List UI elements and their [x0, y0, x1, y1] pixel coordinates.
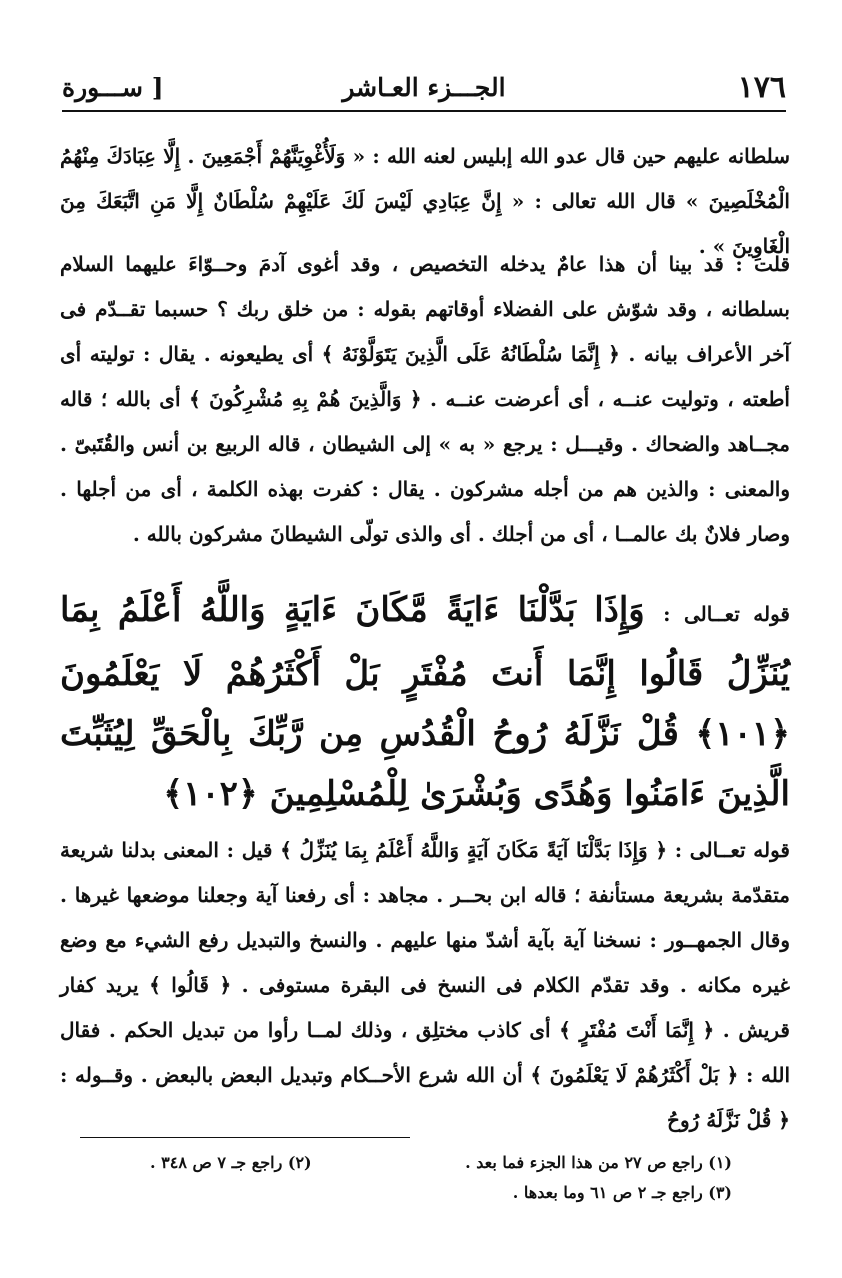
surah-label: [ ســـورة [62, 72, 164, 102]
page-number: ١٧٦ [737, 69, 786, 105]
footnote-1: (١) راجع ص ٢٧ من هذا الجزء فما بعد . [465, 1153, 732, 1172]
page-header [62, 64, 786, 112]
paragraph-text: قوله تعــالى : ﴿ وَإِذَا بَدَّلْنَا آيَةً مَكَانَ آيَةٍ وَاللَّهُ أَعْلَمُ بِمَا يُنَزِّلُ ﴾ قيل : المعنى بدلنا شريعة متقدّمة بشريعة مستأنفة ؛ قاله ابن بحــر . مجاهد : أى رفعنا آية وجعلنا موضعها غيرها . وقال الجمهــور : نسخنا آية بآية أشدّ منها عليهم . والنسخ والتبديل رفع الشيء مع وضع غيره مكانه . وقد تقدّم الكلام فى النسخ فى البقرة مستوفى . ﴿ قَالُوا ﴾ يريد كفار قريش . ﴿ إِنَّمَا أَنْتَ مُفْتَرٍ ﴾ أى كاذب مختلِق ، وذلك لمــا رأوا من تبديل الحكم . فقال الله : ﴿ بَلْ أَكْثَرُهُمْ لَا يَعْلَمُونَ ﴾ أن الله شرع الأحــكام وتبديل البعض بالبعض . وقــوله : ﴿ قُلْ نَزَّلَهُ رُوحُ [60, 838, 790, 1132]
footnote-3: (٣) راجع جـ ٢ ص ٦١ وما بعدها . [512, 1183, 732, 1202]
verse-intro: قوله تعــالى : [663, 602, 790, 626]
paragraph-text: قلت : قد بينا أن هذا عامٌ يدخله التخصيص ، وقد أغوى آدمَ وحــوّاءَ عليهما السلام بسلطانه ، وقد شوّش على الفضلاء أوقاتهم بقوله : من خلق ربك ؟ حسبما تقــدّم فى آخر الأعراف بيانه . ﴿ إِنَّمَا سُلْطَانُهُ عَلَى الَّذِينَ يَتَوَلَّوْنَهُ ﴾ أى يطيعونه . يقال : توليته أى أطعته ، وتوليت عنــه ، أى أعرضت عنــه . ﴿ وَالَّذِينَ هُمْ بِهِ مُشْرِكُونَ ﴾ أى بالله ؛ قاله مجــاهد والضحاك . وقيـــل : يرجع « به » إلى الشيطان ، قاله الربيع بن أنس والقُتَبىّ . والمعنى : والذين هم من أجله مشركون . يقال : كفرت بهذه الكلمة ، أى من أجلها . وصار فلانٌ بك عالمــا ، أى من أجلك . أى والذى تولّى الشيطانَ مشركون بالله . [60, 252, 791, 546]
commentary-paragraph [60, 242, 790, 557]
quran-verse-block [60, 580, 790, 824]
part-title: الجـــزء العـاشر [342, 72, 506, 102]
verse-text: وَإِذَا بَدَّلْنَا ءَايَةً مَّكَانَ ءَايَةٍ وَاللَّهُ أَعْلَمُ بِمَا يُنَزِّلُ قَالُوا إِنَّمَا أَنتَ مُفْتَرٍ بَلْ أَكْثَرُهُمْ لَا يَعْلَمُونَ ﴿١٠١﴾ قُلْ نَزَّلَهُ رُوحُ الْقُدُسِ مِن رَّبِّكَ بِالْحَقِّ لِيُثَبِّتَ الَّذِينَ ءَامَنُوا وَهُدًى وَبُشْرَىٰ لِلْمُسْلِمِينَ ﴿١٠٢﴾ [60, 590, 790, 814]
footnote-2: (٢) راجع جـ ٧ ص ٣٤٨ . [150, 1153, 312, 1172]
paragraph-text: سلطانه عليهم حين قال عدو الله إبليس لعنه الله : « وَلَأُغْوِيَنَّهُمْ أَجْمَعِينَ . إِلَّا عِبَادَكَ مِنْهُمُ الْمُخْلَصِينَ » قال الله تعالى : « إِنَّ عِبَادِي لَيْسَ لَكَ عَلَيْهِمْ سُلْطَانٌ إِلَّا مَنِ اتَّبَعَكَ مِنَ الْغَاوِينَ » . [60, 144, 790, 258]
verse-commentary [60, 828, 790, 1143]
footnotes [150, 1148, 732, 1208]
quran-verse [60, 580, 790, 824]
footnote-row [150, 1148, 732, 1178]
footnote-divider [80, 1137, 410, 1138]
footnote-row [150, 1178, 732, 1208]
